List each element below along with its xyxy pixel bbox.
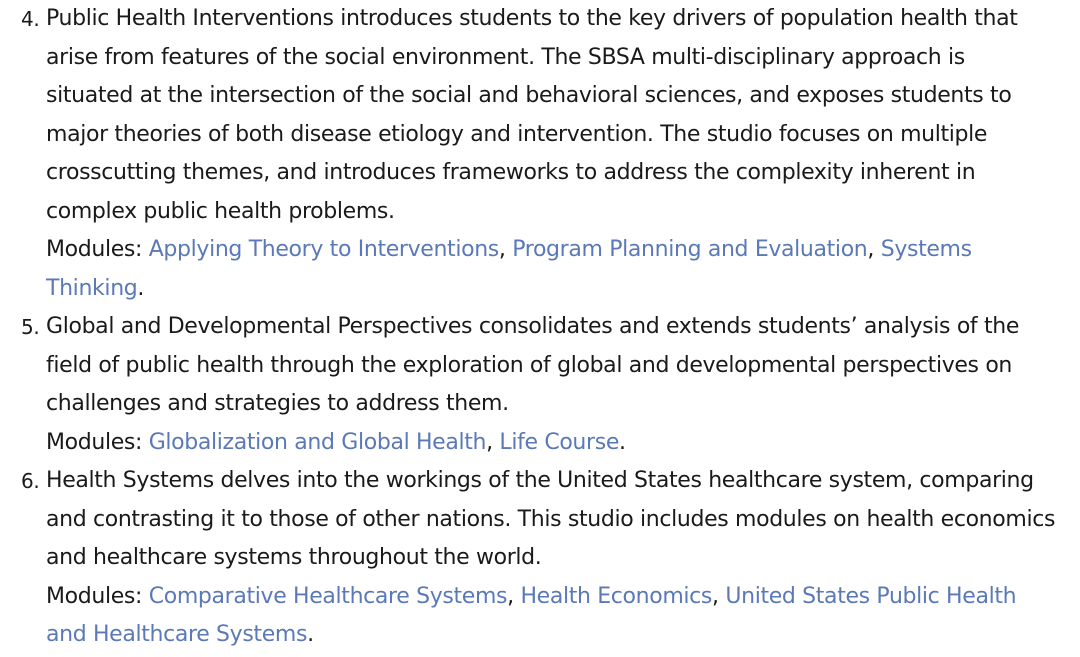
list-item [0,308,1080,462]
studio-description: Global and Developmental Perspectives consolidates and extends students’ analysis of the field of public health through the exploration of global and developmental perspectives on challenges and strategies to address them. [46,314,1020,416]
separator: , [486,429,500,455]
modules-line [46,231,1056,308]
module-link-globalization[interactable]: Globalization and Global Health [148,429,487,455]
list-number: 4. [21,7,40,31]
list-number: 6. [21,469,40,493]
modules-label: Modules: [46,237,149,262]
module-link-applying-theory[interactable]: Applying Theory to Interventions [148,237,499,262]
terminator: . [137,275,145,301]
separator: , [498,237,513,262]
studio-description: Public Health Interventions introduces students to the key drivers of population health that arise from features of the social environment. The SBSA multi-disciplinary approach is situated at the intersection of the social and behavioral sciences, and exposes students to major theories of both disease etiology and intervention. The studio focuses on multiple crosscutting themes, and introduces frameworks to address the complexity inherent in complex public health problems. [46,6,1018,224]
list-item [0,462,1080,655]
modules-line [46,424,1056,463]
separator: , [712,583,726,609]
module-link-life-course[interactable]: Life Course [499,429,620,455]
module-link-health-economics[interactable]: Health Economics [520,583,713,609]
list-number: 5. [21,315,40,339]
modules-label: Modules: [46,583,149,609]
separator: , [507,583,521,609]
module-link-program-planning[interactable]: Program Planning and Evaluation [512,237,868,262]
module-link-comparative-healthcare[interactable]: Comparative Healthcare Systems [148,583,508,609]
list-item [0,0,1080,308]
modules-line [46,578,1056,655]
module-link-systems-thinking[interactable]: Systems Thinking [46,237,972,301]
separator: , [867,237,881,262]
modules-label: Modules: [46,429,149,455]
module-link-us-public-health[interactable]: United States Public Health and Healthcare Systems [46,583,1017,647]
studio-description: Health Systems delves into the workings of the United States healthcare system, comparing and contrasting it to those of other nations. This studio includes modules on health economics and healthcare systems throughout the world. [46,468,1056,570]
terminator: . [619,429,626,455]
terminator: . [307,622,314,647]
